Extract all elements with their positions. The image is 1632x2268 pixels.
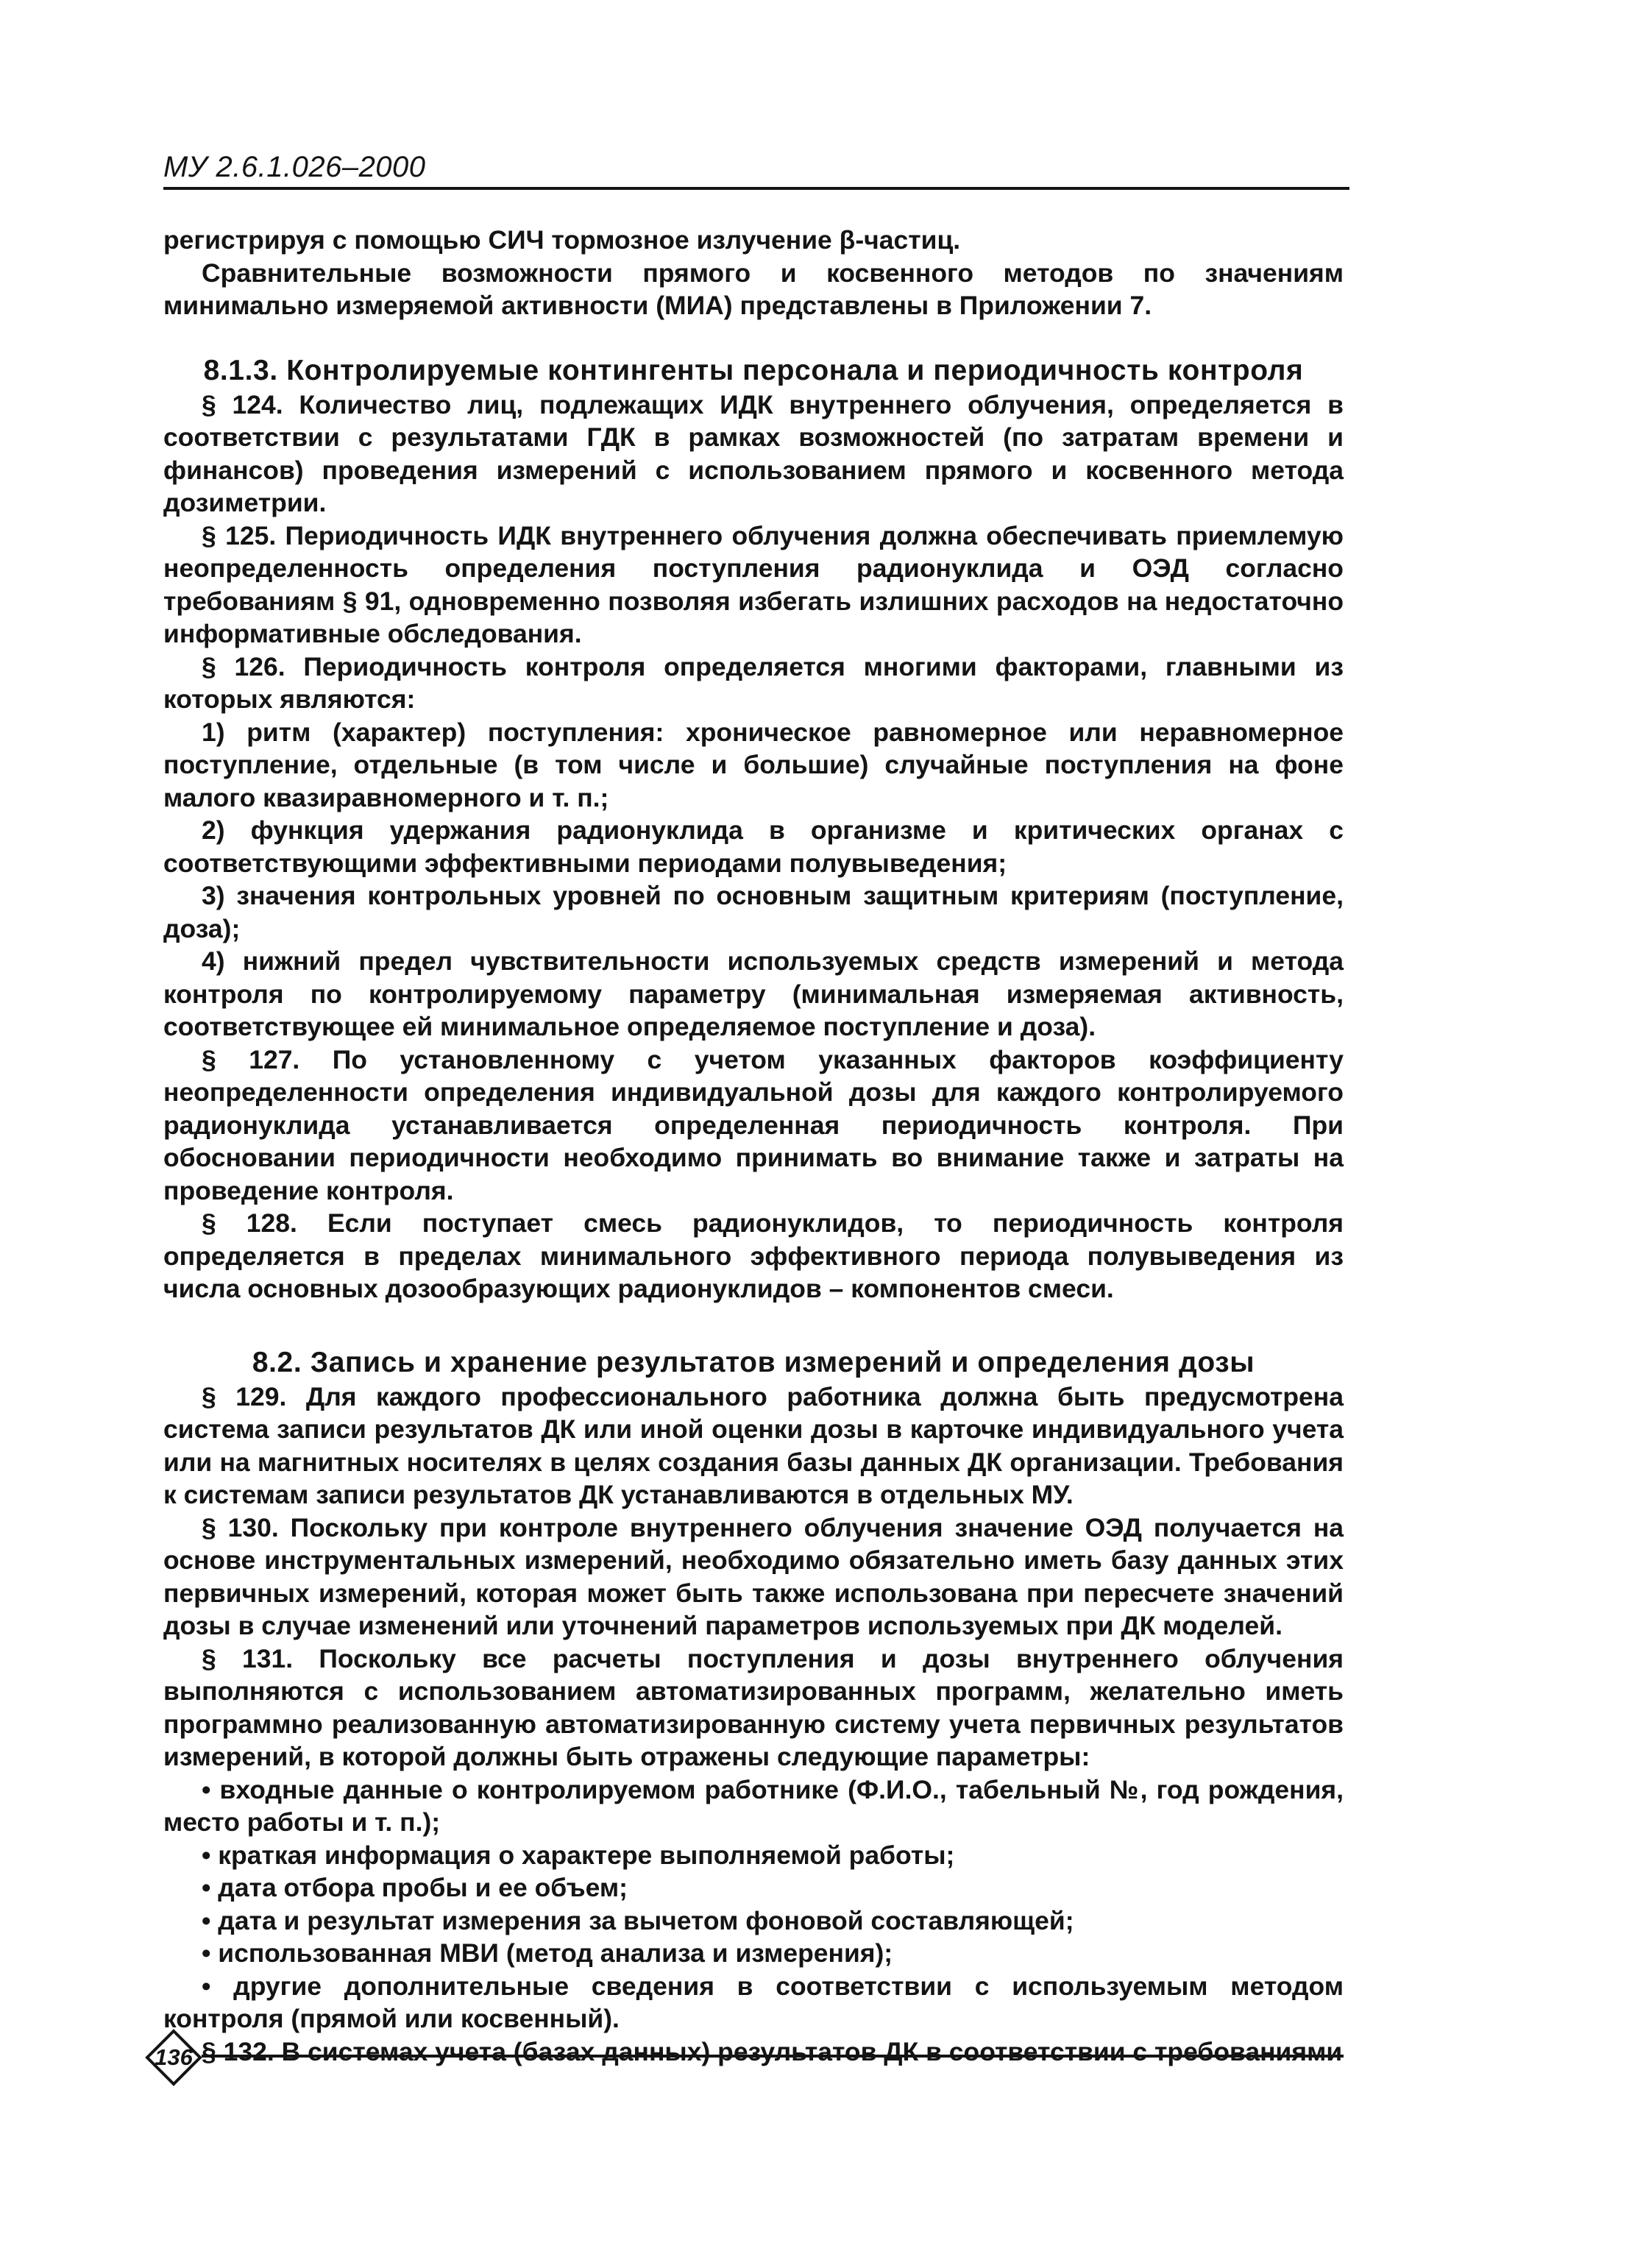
- page-header: [163, 146, 1349, 190]
- paragraph-126: § 126. Периодичность контроля определяется многими факторами, главными из которых являются:: [163, 651, 1344, 714]
- section-heading-8-1-3: 8.1.3. Контролируемые контингенты персонала и периодичность контроля: [203, 354, 1304, 386]
- page-footer: [144, 2028, 1344, 2087]
- bullet-item-6: • другие дополнительные сведения в соответствии с используемым методом контроля (прямой или косвенный).: [163, 1971, 1344, 2033]
- paragraph-132: § 132. В системах учета (базах данных) результатов ДК в соответствии с требованиями: [202, 2036, 1343, 2066]
- bullet-item-5: • использованная МВИ (метод анализа и измерения);: [202, 1938, 893, 1968]
- paragraph-129: § 129. Для каждого профессионального работника должна быть предусмотрена система записи результатов ДК или иной оценки дозы в карточке индивидуального учета или на магнитных носителях в целях создания базы данных ДК организации. Требования к системам записи результатов ДК устанавливаются в отдельных МУ.: [163, 1381, 1344, 1509]
- factor-item-3: 3) значения контрольных уровней по основным защитным критериям (поступление, доза);: [163, 881, 1344, 943]
- bullet-item-2: • краткая информация о характере выполняемой работы;: [202, 1840, 955, 1870]
- paragraph-124: § 124. Количество лиц, подлежащих ИДК внутреннего облучения, определяется в соответствии с результатами ГДК в рамках возможностей (по затратам времени и финансов) проведения измерений с использованием прямого и косвенного метода дозиметрии.: [163, 389, 1344, 517]
- paragraph-mia-comparison: Сравнительные возможности прямого и косвенного методов по значениям минимально измеряемой активности (МИА) представлены в Приложении 7.: [163, 258, 1344, 320]
- bullet-item-1: • входные данные о контролируемом работнике (Ф.И.О., табельный №, год рождения, место работы и т. п.);: [163, 1774, 1344, 1837]
- footer-rule: [202, 2055, 1344, 2058]
- bullet-item-4: • дата и результат измерения за вычетом фоновой составляющей;: [202, 1905, 1074, 1935]
- page-number: 136: [155, 2044, 193, 2070]
- paragraph-131: § 131. Поскольку все расчеты поступления и дозы внутреннего облучения выполняются с использованием автоматизированных программ, желательно иметь программно реализованную автоматизированную систему учета первичных результатов измерений, в которой должны быть отражены следующие параметры:: [163, 1643, 1344, 1771]
- paragraph-128: § 128. Если поступает смесь радионуклидов, то периодичность контроля определяется в пределах минимального эффективного периода полувыведения из числа основных дозообразующих радионуклидов – компонентов смеси.: [163, 1208, 1344, 1303]
- page-body: [163, 224, 1344, 2068]
- paragraph-continuation: регистрируя с помощью СИЧ тормозное излучение β-частиц.: [163, 225, 961, 255]
- factor-item-4: 4) нижний предел чувствительности используемых средств измерений и метода контроля по контролируемому параметру (минимальная измеряемая активность, соответствующее ей минимальное определяемое поступление и доза).: [163, 946, 1344, 1041]
- bullet-item-3: • дата отбора пробы и ее объем;: [202, 1873, 628, 1902]
- section-heading-8-2: 8.2. Запись и хранение результатов измерений и определения дозы: [252, 1346, 1255, 1378]
- document-code: МУ 2.6.1.026–2000: [163, 151, 426, 183]
- paragraph-125: § 125. Периодичность ИДК внутреннего облучения должна обеспечивать приемлемую неопределенность определения поступления радионуклида и ОЭД согласно требованиям § 91, одновременно позволяя избегать излишних расходов на недостаточно информативные обследования.: [163, 520, 1344, 648]
- factor-item-2: 2) функция удержания радионуклида в организме и критических органах с соответствующими эффективными периодами полувыведения;: [163, 815, 1344, 878]
- factor-item-1: 1) ритм (характер) поступления: хроническое равномерное или неравномерное поступление, отдельные (в том числе и большие) случайные поступления на фоне малого квазиравномерного и т. п.;: [163, 717, 1344, 812]
- paragraph-130: § 130. Поскольку при контроле внутреннего облучения значение ОЭД получается на основе инструментальных измерений, необходимо обязательно иметь базу данных этих первичных измерений, которая может быть также использована при пересчете значений дозы в случае изменений или уточнений параметров используемых при ДК моделей.: [163, 1512, 1344, 1640]
- paragraph-127: § 127. По установленному с учетом указанных факторов коэффициенту неопределенности определения индивидуальной дозы для каждого контролируемого радионуклида устанавливается определенная периодичность контроля. При обосновании периодичности необходимо принимать во внимание также и затраты на проведение контроля.: [163, 1044, 1344, 1205]
